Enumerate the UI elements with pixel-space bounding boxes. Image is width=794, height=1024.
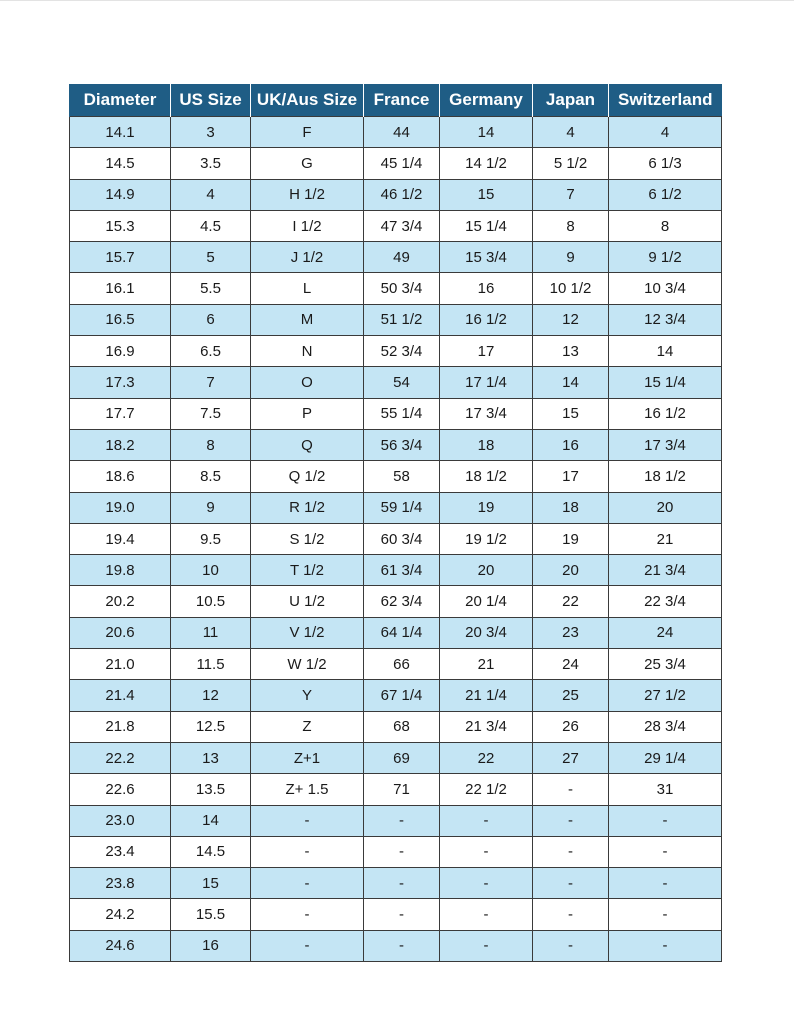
header-germany: Germany bbox=[440, 84, 533, 117]
cell-uk-aus-size: - bbox=[251, 836, 364, 867]
cell-switzerland: 17 3/4 bbox=[609, 429, 722, 460]
cell-uk-aus-size: H 1/2 bbox=[251, 179, 364, 210]
table-row bbox=[70, 148, 722, 179]
header-uk-aus-size: UK/Aus Size bbox=[251, 84, 364, 117]
cell-switzerland: 25 3/4 bbox=[609, 649, 722, 680]
cell-us-size: 9 bbox=[171, 492, 251, 523]
cell-uk-aus-size: - bbox=[251, 930, 364, 961]
cell-germany: 20 bbox=[440, 555, 533, 586]
table-row bbox=[70, 492, 722, 523]
cell-france: 61 3/4 bbox=[364, 555, 440, 586]
table-row bbox=[70, 930, 722, 961]
cell-diameter: 19.8 bbox=[70, 555, 171, 586]
cell-switzerland: 14 bbox=[609, 336, 722, 367]
cell-diameter: 24.6 bbox=[70, 930, 171, 961]
cell-switzerland: 29 1/4 bbox=[609, 742, 722, 773]
cell-switzerland: 27 1/2 bbox=[609, 680, 722, 711]
cell-switzerland: 24 bbox=[609, 617, 722, 648]
cell-switzerland: 12 3/4 bbox=[609, 304, 722, 335]
cell-germany: 22 bbox=[440, 742, 533, 773]
header-row bbox=[70, 84, 722, 117]
cell-japan: - bbox=[533, 836, 609, 867]
cell-germany: 18 bbox=[440, 429, 533, 460]
cell-japan: 19 bbox=[533, 523, 609, 554]
cell-us-size: 4.5 bbox=[171, 210, 251, 241]
table-row bbox=[70, 398, 722, 429]
cell-diameter: 16.9 bbox=[70, 336, 171, 367]
cell-diameter: 21.4 bbox=[70, 680, 171, 711]
cell-diameter: 21.8 bbox=[70, 711, 171, 742]
cell-diameter: 17.3 bbox=[70, 367, 171, 398]
table-row bbox=[70, 836, 722, 867]
cell-japan: 8 bbox=[533, 210, 609, 241]
cell-uk-aus-size: L bbox=[251, 273, 364, 304]
cell-france: 59 1/4 bbox=[364, 492, 440, 523]
cell-japan: - bbox=[533, 930, 609, 961]
cell-germany: - bbox=[440, 899, 533, 930]
cell-germany: 18 1/2 bbox=[440, 461, 533, 492]
cell-uk-aus-size: Z+ 1.5 bbox=[251, 774, 364, 805]
cell-us-size: 5.5 bbox=[171, 273, 251, 304]
cell-france: 45 1/4 bbox=[364, 148, 440, 179]
cell-japan: 16 bbox=[533, 429, 609, 460]
table-row bbox=[70, 711, 722, 742]
cell-diameter: 15.3 bbox=[70, 210, 171, 241]
cell-france: - bbox=[364, 930, 440, 961]
cell-france: 52 3/4 bbox=[364, 336, 440, 367]
cell-us-size: 9.5 bbox=[171, 523, 251, 554]
cell-us-size: 11 bbox=[171, 617, 251, 648]
cell-us-size: 3.5 bbox=[171, 148, 251, 179]
cell-france: - bbox=[364, 805, 440, 836]
cell-uk-aus-size: N bbox=[251, 336, 364, 367]
cell-uk-aus-size: - bbox=[251, 805, 364, 836]
cell-uk-aus-size: T 1/2 bbox=[251, 555, 364, 586]
cell-france: 71 bbox=[364, 774, 440, 805]
cell-switzerland: 15 1/4 bbox=[609, 367, 722, 398]
table-row bbox=[70, 742, 722, 773]
cell-japan: - bbox=[533, 868, 609, 899]
cell-france: 56 3/4 bbox=[364, 429, 440, 460]
cell-diameter: 23.4 bbox=[70, 836, 171, 867]
cell-switzerland: 18 1/2 bbox=[609, 461, 722, 492]
cell-us-size: 5 bbox=[171, 242, 251, 273]
cell-switzerland: 20 bbox=[609, 492, 722, 523]
cell-us-size: 8 bbox=[171, 429, 251, 460]
cell-us-size: 11.5 bbox=[171, 649, 251, 680]
cell-france: 68 bbox=[364, 711, 440, 742]
cell-japan: 24 bbox=[533, 649, 609, 680]
cell-switzerland: - bbox=[609, 899, 722, 930]
cell-switzerland: 6 1/3 bbox=[609, 148, 722, 179]
cell-uk-aus-size: Z bbox=[251, 711, 364, 742]
cell-germany: 14 bbox=[440, 117, 533, 148]
table-row bbox=[70, 774, 722, 805]
table-row bbox=[70, 461, 722, 492]
cell-diameter: 16.1 bbox=[70, 273, 171, 304]
cell-japan: 22 bbox=[533, 586, 609, 617]
table-row bbox=[70, 429, 722, 460]
cell-uk-aus-size: Q bbox=[251, 429, 364, 460]
cell-france: 44 bbox=[364, 117, 440, 148]
table-row bbox=[70, 680, 722, 711]
cell-switzerland: - bbox=[609, 805, 722, 836]
cell-switzerland: 6 1/2 bbox=[609, 179, 722, 210]
cell-switzerland: - bbox=[609, 836, 722, 867]
table-row bbox=[70, 336, 722, 367]
header-france: France bbox=[364, 84, 440, 117]
cell-germany: 19 1/2 bbox=[440, 523, 533, 554]
cell-germany: 15 1/4 bbox=[440, 210, 533, 241]
cell-france: 67 1/4 bbox=[364, 680, 440, 711]
cell-france: 50 3/4 bbox=[364, 273, 440, 304]
cell-us-size: 12.5 bbox=[171, 711, 251, 742]
cell-france: 58 bbox=[364, 461, 440, 492]
cell-germany: - bbox=[440, 868, 533, 899]
cell-us-size: 15.5 bbox=[171, 899, 251, 930]
table-row bbox=[70, 649, 722, 680]
cell-uk-aus-size: R 1/2 bbox=[251, 492, 364, 523]
cell-france: 55 1/4 bbox=[364, 398, 440, 429]
cell-germany: 15 3/4 bbox=[440, 242, 533, 273]
ring-size-chart-table bbox=[69, 84, 722, 962]
table-row bbox=[70, 805, 722, 836]
table-row bbox=[70, 899, 722, 930]
cell-diameter: 19.0 bbox=[70, 492, 171, 523]
cell-us-size: 7.5 bbox=[171, 398, 251, 429]
cell-japan: 9 bbox=[533, 242, 609, 273]
cell-switzerland: 8 bbox=[609, 210, 722, 241]
cell-diameter: 16.5 bbox=[70, 304, 171, 335]
cell-uk-aus-size: - bbox=[251, 899, 364, 930]
header-us-size: US Size bbox=[171, 84, 251, 117]
table-row bbox=[70, 523, 722, 554]
header-japan: Japan bbox=[533, 84, 609, 117]
cell-germany: 15 bbox=[440, 179, 533, 210]
table-row bbox=[70, 868, 722, 899]
cell-switzerland: 28 3/4 bbox=[609, 711, 722, 742]
header-switzerland: Switzerland bbox=[609, 84, 722, 117]
cell-uk-aus-size: G bbox=[251, 148, 364, 179]
table-body bbox=[70, 117, 722, 962]
cell-uk-aus-size: J 1/2 bbox=[251, 242, 364, 273]
cell-switzerland: 16 1/2 bbox=[609, 398, 722, 429]
cell-germany: 17 bbox=[440, 336, 533, 367]
cell-uk-aus-size: F bbox=[251, 117, 364, 148]
cell-us-size: 6 bbox=[171, 304, 251, 335]
cell-switzerland: 9 1/2 bbox=[609, 242, 722, 273]
cell-germany: 16 bbox=[440, 273, 533, 304]
cell-germany: 19 bbox=[440, 492, 533, 523]
cell-uk-aus-size: P bbox=[251, 398, 364, 429]
cell-diameter: 23.8 bbox=[70, 868, 171, 899]
cell-switzerland: - bbox=[609, 930, 722, 961]
cell-germany: 16 1/2 bbox=[440, 304, 533, 335]
table-row bbox=[70, 555, 722, 586]
cell-germany: - bbox=[440, 805, 533, 836]
cell-france: - bbox=[364, 899, 440, 930]
cell-diameter: 14.5 bbox=[70, 148, 171, 179]
cell-france: - bbox=[364, 836, 440, 867]
cell-japan: 13 bbox=[533, 336, 609, 367]
cell-uk-aus-size: S 1/2 bbox=[251, 523, 364, 554]
cell-france: 69 bbox=[364, 742, 440, 773]
cell-us-size: 10.5 bbox=[171, 586, 251, 617]
table-row bbox=[70, 304, 722, 335]
cell-uk-aus-size: I 1/2 bbox=[251, 210, 364, 241]
cell-germany: 21 1/4 bbox=[440, 680, 533, 711]
cell-diameter: 19.4 bbox=[70, 523, 171, 554]
cell-diameter: 20.6 bbox=[70, 617, 171, 648]
cell-japan: 7 bbox=[533, 179, 609, 210]
cell-japan: 4 bbox=[533, 117, 609, 148]
cell-diameter: 22.2 bbox=[70, 742, 171, 773]
cell-germany: - bbox=[440, 930, 533, 961]
table-row bbox=[70, 586, 722, 617]
page-top-border bbox=[0, 0, 794, 1]
cell-germany: 20 3/4 bbox=[440, 617, 533, 648]
cell-diameter: 15.7 bbox=[70, 242, 171, 273]
cell-switzerland: 22 3/4 bbox=[609, 586, 722, 617]
cell-germany: 20 1/4 bbox=[440, 586, 533, 617]
cell-switzerland: 10 3/4 bbox=[609, 273, 722, 304]
cell-us-size: 12 bbox=[171, 680, 251, 711]
cell-germany: 17 3/4 bbox=[440, 398, 533, 429]
table-row bbox=[70, 273, 722, 304]
cell-diameter: 18.2 bbox=[70, 429, 171, 460]
cell-us-size: 4 bbox=[171, 179, 251, 210]
cell-france: 47 3/4 bbox=[364, 210, 440, 241]
cell-us-size: 14.5 bbox=[171, 836, 251, 867]
table-row bbox=[70, 117, 722, 148]
cell-diameter: 20.2 bbox=[70, 586, 171, 617]
cell-japan: - bbox=[533, 774, 609, 805]
cell-japan: 5 1/2 bbox=[533, 148, 609, 179]
cell-us-size: 10 bbox=[171, 555, 251, 586]
cell-us-size: 6.5 bbox=[171, 336, 251, 367]
cell-japan: 17 bbox=[533, 461, 609, 492]
cell-uk-aus-size: W 1/2 bbox=[251, 649, 364, 680]
cell-uk-aus-size: Z+1 bbox=[251, 742, 364, 773]
cell-switzerland: 4 bbox=[609, 117, 722, 148]
cell-germany: 17 1/4 bbox=[440, 367, 533, 398]
cell-japan: 26 bbox=[533, 711, 609, 742]
cell-uk-aus-size: V 1/2 bbox=[251, 617, 364, 648]
cell-diameter: 21.0 bbox=[70, 649, 171, 680]
cell-germany: 14 1/2 bbox=[440, 148, 533, 179]
cell-us-size: 7 bbox=[171, 367, 251, 398]
cell-germany: - bbox=[440, 836, 533, 867]
cell-japan: 10 1/2 bbox=[533, 273, 609, 304]
cell-diameter: 14.1 bbox=[70, 117, 171, 148]
cell-france: 54 bbox=[364, 367, 440, 398]
cell-diameter: 22.6 bbox=[70, 774, 171, 805]
table-row bbox=[70, 210, 722, 241]
cell-japan: 20 bbox=[533, 555, 609, 586]
cell-france: 60 3/4 bbox=[364, 523, 440, 554]
cell-diameter: 23.0 bbox=[70, 805, 171, 836]
cell-diameter: 18.6 bbox=[70, 461, 171, 492]
cell-japan: 18 bbox=[533, 492, 609, 523]
cell-japan: 25 bbox=[533, 680, 609, 711]
table-row bbox=[70, 179, 722, 210]
cell-uk-aus-size: U 1/2 bbox=[251, 586, 364, 617]
cell-us-size: 15 bbox=[171, 868, 251, 899]
cell-germany: 22 1/2 bbox=[440, 774, 533, 805]
cell-us-size: 13.5 bbox=[171, 774, 251, 805]
cell-uk-aus-size: - bbox=[251, 868, 364, 899]
cell-uk-aus-size: O bbox=[251, 367, 364, 398]
cell-germany: 21 3/4 bbox=[440, 711, 533, 742]
cell-japan: 23 bbox=[533, 617, 609, 648]
cell-switzerland: 31 bbox=[609, 774, 722, 805]
table-row bbox=[70, 367, 722, 398]
cell-japan: 14 bbox=[533, 367, 609, 398]
cell-france: 51 1/2 bbox=[364, 304, 440, 335]
cell-france: 66 bbox=[364, 649, 440, 680]
cell-france: 62 3/4 bbox=[364, 586, 440, 617]
table-row bbox=[70, 617, 722, 648]
cell-japan: 15 bbox=[533, 398, 609, 429]
cell-us-size: 13 bbox=[171, 742, 251, 773]
cell-us-size: 16 bbox=[171, 930, 251, 961]
cell-japan: - bbox=[533, 805, 609, 836]
cell-switzerland: 21 bbox=[609, 523, 722, 554]
table-row bbox=[70, 242, 722, 273]
cell-switzerland: 21 3/4 bbox=[609, 555, 722, 586]
cell-france: 46 1/2 bbox=[364, 179, 440, 210]
cell-uk-aus-size: M bbox=[251, 304, 364, 335]
cell-us-size: 3 bbox=[171, 117, 251, 148]
cell-france: - bbox=[364, 868, 440, 899]
cell-diameter: 17.7 bbox=[70, 398, 171, 429]
cell-germany: 21 bbox=[440, 649, 533, 680]
cell-uk-aus-size: Y bbox=[251, 680, 364, 711]
header-diameter: Diameter bbox=[70, 84, 171, 117]
cell-france: 49 bbox=[364, 242, 440, 273]
cell-switzerland: - bbox=[609, 868, 722, 899]
cell-diameter: 14.9 bbox=[70, 179, 171, 210]
cell-japan: 27 bbox=[533, 742, 609, 773]
cell-diameter: 24.2 bbox=[70, 899, 171, 930]
cell-us-size: 14 bbox=[171, 805, 251, 836]
cell-uk-aus-size: Q 1/2 bbox=[251, 461, 364, 492]
cell-france: 64 1/4 bbox=[364, 617, 440, 648]
cell-us-size: 8.5 bbox=[171, 461, 251, 492]
cell-japan: - bbox=[533, 899, 609, 930]
cell-japan: 12 bbox=[533, 304, 609, 335]
